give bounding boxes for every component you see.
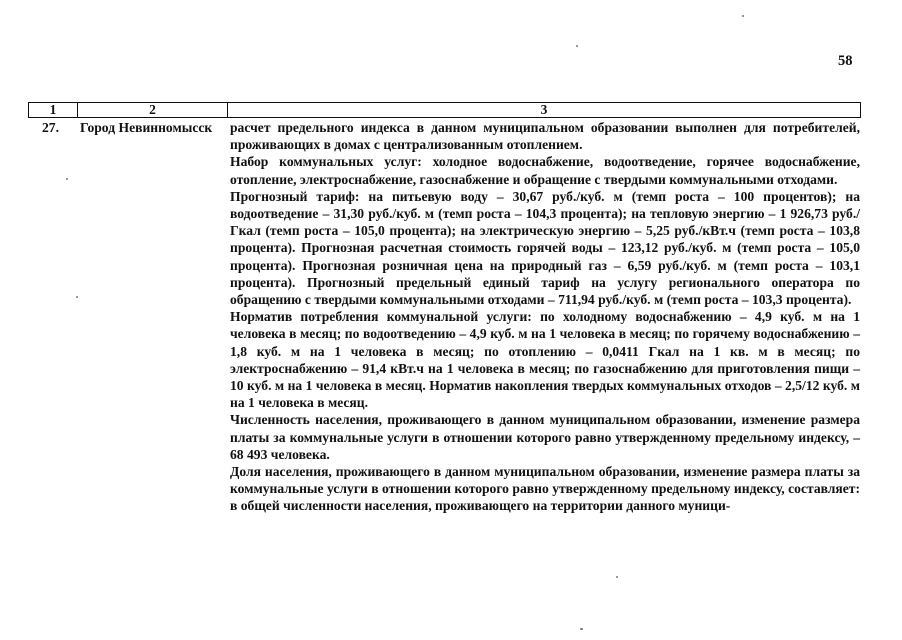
scan-speck <box>742 15 744 17</box>
paragraph-population: Численность населения, проживающего в данном муниципальном образовании, изменение размера платы за коммунальные услуги в отношении которого равно утвержденному предельному индексу, – 68 493 человека. <box>230 412 860 462</box>
paragraph-norms: Норматив потребления коммунальной услуги: по холодному водоснабжению – 4,9 куб. м на 1 человека в месяц; по водоотведению – 4,9 куб. м на 1 человека в месяц; по горячему водоснабжению – 1,8 куб. м на 1 человека в месяц; по отоплению – 0,0411 Гкал на 1 кв. м в месяц; по электроснабжению – 91,4 кВт.ч на 1 человека в месяц; по газоснабжению для приготовления пищи – 10 куб. м на 1 человека в месяц. Норматив накопления твердых коммунальных отходов – 2,5/12 куб. м на 1 человека в месяц. <box>230 309 860 411</box>
page-number: 58 <box>838 53 853 69</box>
column-header-1: 1 <box>29 103 78 117</box>
paragraph-scope: расчет предельного индекса в данном муниципальном образовании выполнен для потребителей, проживающих в домах с централизованным отоплением. <box>230 120 860 153</box>
paragraph-population-share: Доля населения, проживающего в данном муниципальном образовании, изменение размера платы за коммунальные услуги в отношении которого равно утвержденному предельному индексу, составляет: в общей численности населения, проживающего на территории данного муници- <box>230 464 860 514</box>
row-description <box>230 119 860 515</box>
scan-speck <box>576 45 578 47</box>
scan-speck <box>580 628 583 630</box>
column-header-3: 3 <box>540 102 548 117</box>
table-header-row <box>28 102 861 118</box>
row-number: 27. <box>42 120 59 135</box>
scan-speck <box>76 296 78 298</box>
paragraph-tariffs: Прогнозный тариф: на питьевую воду – 30,67 руб./куб. м (темп роста – 100 процентов); на водоотведение – 31,30 руб./куб. м (темп роста – 104,3 процента); на тепловую энергию – 1 926,73 руб./Гкал (темп роста – 105,0 процента); на электрическую энергию – 5,25 руб./кВт.ч (темп роста – 103,8 процента). Прогнозная расчетная стоимость горячей воды – 123,12 руб./куб. м (темп роста – 105,0 процента). Прогнозная розничная цена на природный газ – 6,59 руб./куб. м (темп роста – 103,1 процента). Прогнозный предельный единый тариф на услугу регионального оператора по обращению с твердыми коммунальными отходами – 711,94 руб./куб. м (темп роста – 103,3 процента). <box>230 188 860 308</box>
municipality-name: Город Невинномысск <box>80 120 213 135</box>
scan-speck <box>616 576 618 578</box>
column-header-2: 2 <box>78 103 228 117</box>
scan-speck <box>66 178 68 180</box>
paragraph-services: Набор коммунальных услуг: холодное водоснабжение, водоотведение, горячее водоснабжение, отопление, электроснабжение, газоснабжение и обращение с твердыми коммунальными отходами. <box>230 154 860 187</box>
